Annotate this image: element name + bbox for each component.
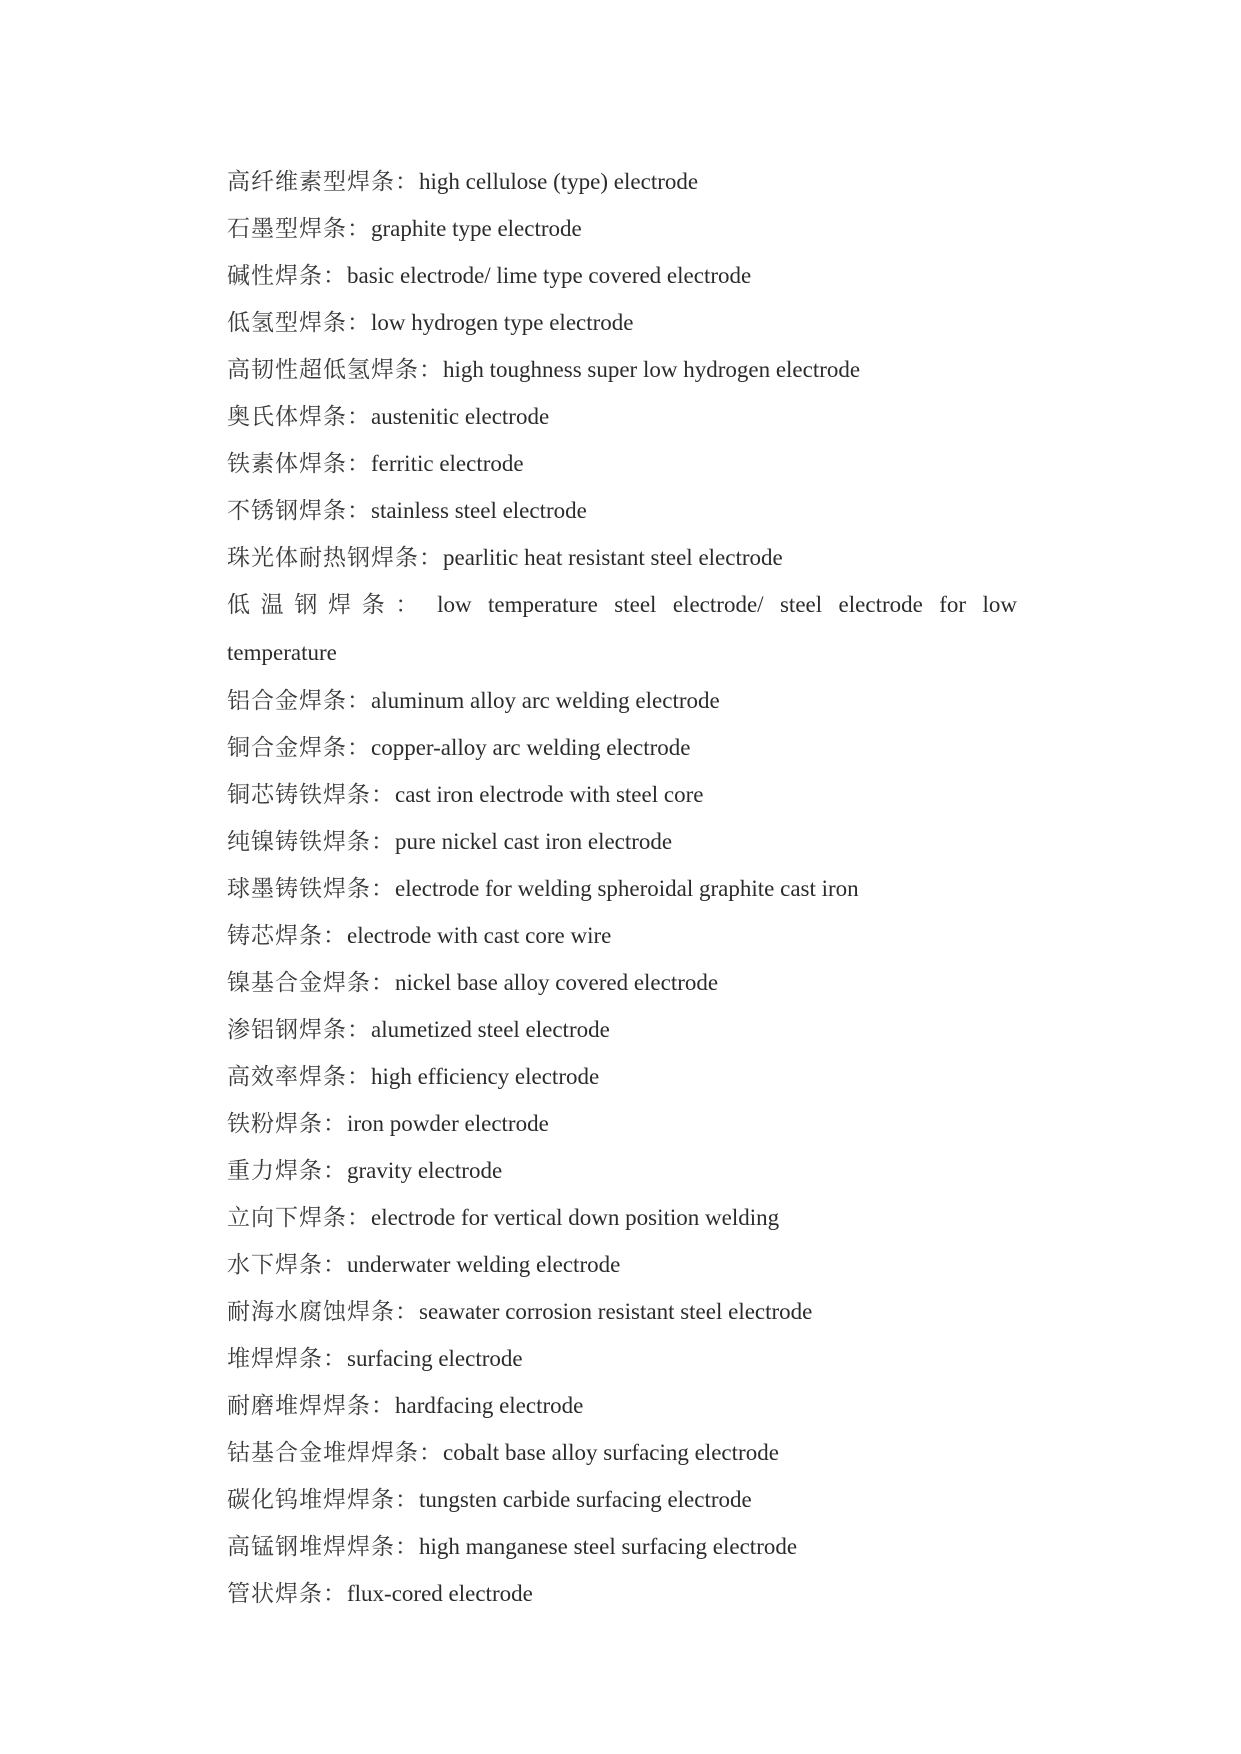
term-english: low temperature steel electrode/ steel electrode for low temperature [227, 592, 1018, 665]
term-chinese: 珠光体耐热钢焊条： [227, 545, 443, 571]
term-chinese: 管状焊条： [227, 1581, 347, 1607]
term-english: surfacing electrode [347, 1346, 523, 1371]
term-english: high cellulose (type) electrode [419, 169, 699, 194]
term-english: pure nickel cast iron electrode [395, 829, 673, 854]
term-english: seawater corrosion resistant steel electrode [419, 1299, 813, 1324]
term-chinese: 高效率焊条： [227, 1064, 371, 1090]
term-english: nickel base alloy covered electrode [395, 970, 719, 995]
glossary-entry [227, 1476, 1017, 1523]
term-chinese: 高锰钢堆焊焊条： [227, 1534, 419, 1560]
glossary-entry [227, 487, 1017, 534]
term-chinese: 铜芯铸铁焊条： [227, 782, 395, 808]
term-chinese: 铁粉焊条： [227, 1111, 347, 1137]
term-english: graphite type electrode [371, 216, 582, 241]
glossary-entry [227, 440, 1017, 487]
term-english: cast iron electrode with steel core [395, 782, 704, 807]
term-english: cobalt base alloy surfacing electrode [443, 1440, 779, 1465]
term-chinese: 纯镍铸铁焊条： [227, 829, 395, 855]
term-chinese: 水下焊条： [227, 1252, 347, 1278]
glossary-entry [227, 677, 1017, 724]
glossary-entry [227, 1523, 1017, 1570]
term-english: electrode for vertical down position welding [371, 1205, 780, 1230]
glossary-entry [227, 1241, 1017, 1288]
term-chinese: 碱性焊条： [227, 263, 347, 289]
term-chinese: 高纤维素型焊条： [227, 169, 419, 195]
term-chinese: 耐海水腐蚀焊条： [227, 1299, 419, 1325]
term-english: electrode with cast core wire [347, 923, 612, 948]
glossary-entry [227, 1288, 1017, 1335]
term-chinese: 高韧性超低氢焊条： [227, 357, 443, 383]
term-english: austenitic electrode [371, 404, 550, 429]
glossary-entry [227, 346, 1017, 393]
term-chinese: 不锈钢焊条： [227, 498, 371, 524]
term-english: underwater welding electrode [347, 1252, 621, 1277]
glossary-entry [227, 912, 1017, 959]
term-chinese: 重力焊条： [227, 1158, 347, 1184]
term-english: high efficiency electrode [371, 1064, 600, 1089]
glossary-entry [227, 205, 1017, 252]
glossary-entry [227, 724, 1017, 771]
term-english: aluminum alloy arc welding electrode [371, 688, 720, 713]
glossary-entry [227, 393, 1017, 440]
glossary-entry [227, 1100, 1017, 1147]
term-chinese: 铜合金焊条： [227, 735, 371, 761]
glossary-entry [227, 581, 1017, 677]
term-english: electrode for welding spheroidal graphite cast iron [395, 876, 859, 901]
term-english: copper-alloy arc welding electrode [371, 735, 691, 760]
term-english: gravity electrode [347, 1158, 503, 1183]
glossary-entry [227, 818, 1017, 865]
term-chinese: 碳化钨堆焊焊条： [227, 1487, 419, 1513]
term-chinese: 耐磨堆焊焊条： [227, 1393, 395, 1419]
term-english: high manganese steel surfacing electrode [419, 1534, 798, 1559]
glossary-entry [227, 1194, 1017, 1241]
glossary-entry [227, 299, 1017, 346]
term-chinese: 奥氏体焊条： [227, 404, 371, 430]
term-english: stainless steel electrode [371, 498, 587, 523]
glossary-entry [227, 534, 1017, 581]
glossary-entry [227, 1147, 1017, 1194]
electrode-glossary-list [227, 158, 1017, 1617]
term-english: tungsten carbide surfacing electrode [419, 1487, 752, 1512]
term-chinese: 低温钢焊条： [227, 592, 430, 618]
term-english: high toughness super low hydrogen electrode [443, 357, 861, 382]
term-chinese: 低氢型焊条： [227, 310, 371, 336]
glossary-entry [227, 865, 1017, 912]
term-chinese: 立向下焊条： [227, 1205, 371, 1231]
term-chinese: 渗铝钢焊条： [227, 1017, 371, 1043]
glossary-entry [227, 1053, 1017, 1100]
term-english: basic electrode/ lime type covered electrode [347, 263, 752, 288]
term-english: ferritic electrode [371, 451, 524, 476]
term-english: iron powder electrode [347, 1111, 549, 1136]
glossary-entry [227, 771, 1017, 818]
glossary-entry [227, 1335, 1017, 1382]
term-chinese: 石墨型焊条： [227, 216, 371, 242]
term-english: alumetized steel electrode [371, 1017, 610, 1042]
term-english: pearlitic heat resistant steel electrode [443, 545, 783, 570]
glossary-entry [227, 1570, 1017, 1617]
glossary-entry [227, 1429, 1017, 1476]
term-chinese: 铝合金焊条： [227, 688, 371, 714]
term-english: flux-cored electrode [347, 1581, 533, 1606]
term-chinese: 铸芯焊条： [227, 923, 347, 949]
glossary-entry [227, 252, 1017, 299]
glossary-entry [227, 158, 1017, 205]
term-english: low hydrogen type electrode [371, 310, 634, 335]
term-chinese: 钴基合金堆焊焊条： [227, 1440, 443, 1466]
glossary-entry [227, 959, 1017, 1006]
term-english: hardfacing electrode [395, 1393, 584, 1418]
term-chinese: 镍基合金焊条： [227, 970, 395, 996]
glossary-entry [227, 1382, 1017, 1429]
glossary-entry [227, 1006, 1017, 1053]
term-chinese: 铁素体焊条： [227, 451, 371, 477]
term-chinese: 球墨铸铁焊条： [227, 876, 395, 902]
term-chinese: 堆焊焊条： [227, 1346, 347, 1372]
